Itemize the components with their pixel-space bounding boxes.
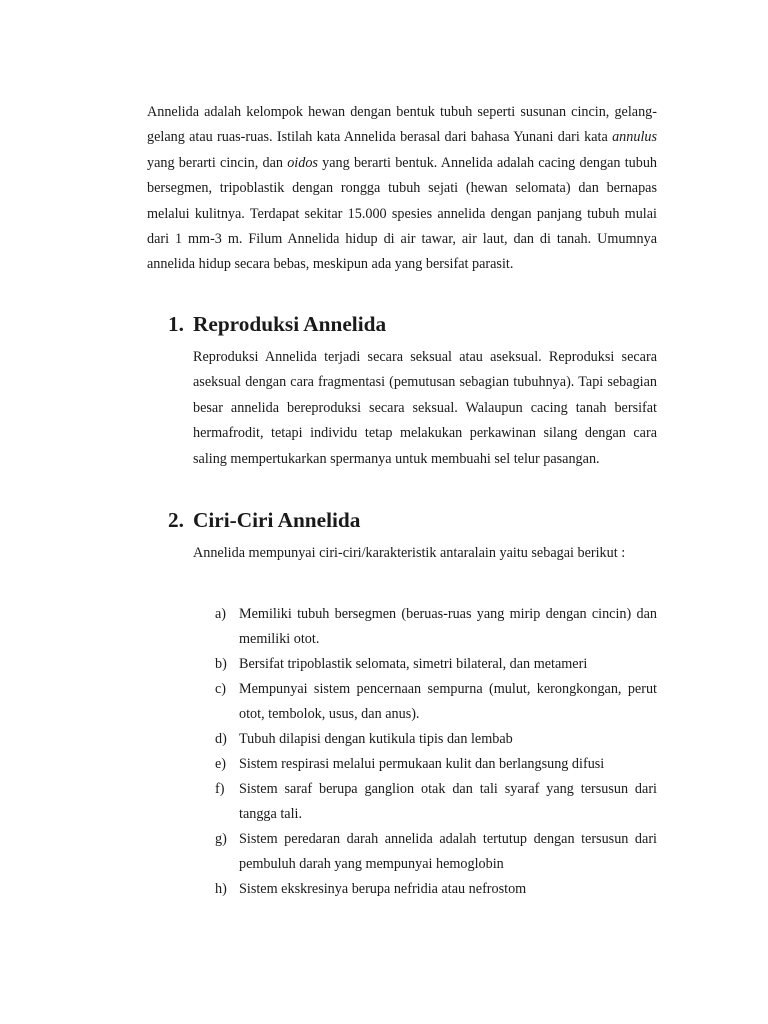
characteristics-list bbox=[193, 602, 657, 902]
list-item bbox=[193, 777, 657, 827]
list-item bbox=[193, 727, 657, 752]
section2-number: 2. bbox=[168, 508, 184, 532]
list-marker: c) bbox=[215, 681, 227, 697]
intro-text-2: yang berarti cincin, dan bbox=[147, 154, 288, 171]
list-item-text: Sistem saraf berupa ganglion otak dan tali syaraf yang tersusun dari tangga tali. bbox=[239, 781, 657, 822]
section1-number: 1. bbox=[168, 312, 184, 336]
list-marker: f) bbox=[215, 781, 225, 797]
section1-heading bbox=[168, 314, 386, 334]
list-item bbox=[193, 827, 657, 877]
section2-title: Ciri-Ciri Annelida bbox=[193, 508, 361, 532]
list-item bbox=[193, 677, 657, 727]
section2-intro: Annelida mempunyai ciri-ciri/karakteristik antaralain yaitu sebagai berikut : bbox=[193, 545, 626, 561]
list-marker: g) bbox=[215, 831, 227, 847]
section1-body: Reproduksi Annelida terjadi secara seksual atau aseksual. Reproduksi secara aseksual dengan cara fragmentasi (pemutusan sebagian tubuhnya). Tapi sebagian besar annelida bereproduksi secara seksual. Walaupun cacing tanah bersifat hermafrodit, tetapi individu tetap melakukan perkawinan silang dengan cara saling mempertukarkan spermanya untuk membuahi sel telur pasangan. bbox=[193, 349, 657, 467]
list-item bbox=[193, 602, 657, 652]
list-item bbox=[193, 652, 657, 677]
list-marker: e) bbox=[215, 756, 227, 772]
list-item bbox=[193, 877, 657, 902]
list-item-text: Sistem respirasi melalui permukaan kulit dan berlangsung difusi bbox=[239, 756, 605, 772]
list-marker: a) bbox=[215, 606, 227, 622]
intro-text-3: yang berarti bentuk. Annelida adalah cacing dengan tubuh bersegmen, tripoblastik dengan rongga tubuh sejati (hewan selomata) dan bernapas melalui kulitnya. Terdapat sekitar 15.000 spesies annelida dengan panjang tubuh mulai dari 1 mm-3 m. Filum Annelida hidup di air tawar, air laut, dan di tanah. Umumnya annelida hidup secara bebas, meskipun ada yang bersifat parasit. bbox=[147, 154, 658, 273]
section2-heading bbox=[168, 510, 360, 530]
list-item-text: Sistem ekskresinya berupa nefridia atau nefrostom bbox=[239, 881, 527, 897]
list-item-text: Sistem peredaran darah annelida adalah tertutup dengan tersusun dari pembuluh darah yang mempunyai hemoglobin bbox=[239, 831, 657, 872]
list-marker: h) bbox=[215, 881, 227, 897]
list-item-text: Memiliki tubuh bersegmen (beruas-ruas yang mirip dengan cincin) dan memiliki otot. bbox=[239, 606, 657, 647]
intro-term-oidos: oidos bbox=[287, 154, 318, 171]
list-item-text: Bersifat tripoblastik selomata, simetri bilateral, dan metameri bbox=[239, 656, 588, 672]
list-item-text: Tubuh dilapisi dengan kutikula tipis dan lembab bbox=[239, 731, 513, 747]
list-item bbox=[193, 752, 657, 777]
list-item-text: Mempunyai sistem pencernaan sempurna (mulut, kerongkongan, perut otot, tembolok, usus, dan anus). bbox=[239, 681, 657, 722]
intro-paragraph bbox=[147, 100, 657, 278]
intro-text-1: Annelida adalah kelompok hewan dengan bentuk tubuh seperti susunan cincin, gelang-gelang atau ruas-ruas. Istilah kata Annelida berasal dari bahasa Yunani dari kata bbox=[147, 104, 657, 146]
section1-title: Reproduksi Annelida bbox=[193, 312, 387, 336]
list-marker: b) bbox=[215, 656, 227, 672]
list-marker: d) bbox=[215, 731, 227, 747]
intro-term-annulus: annulus bbox=[612, 129, 657, 146]
